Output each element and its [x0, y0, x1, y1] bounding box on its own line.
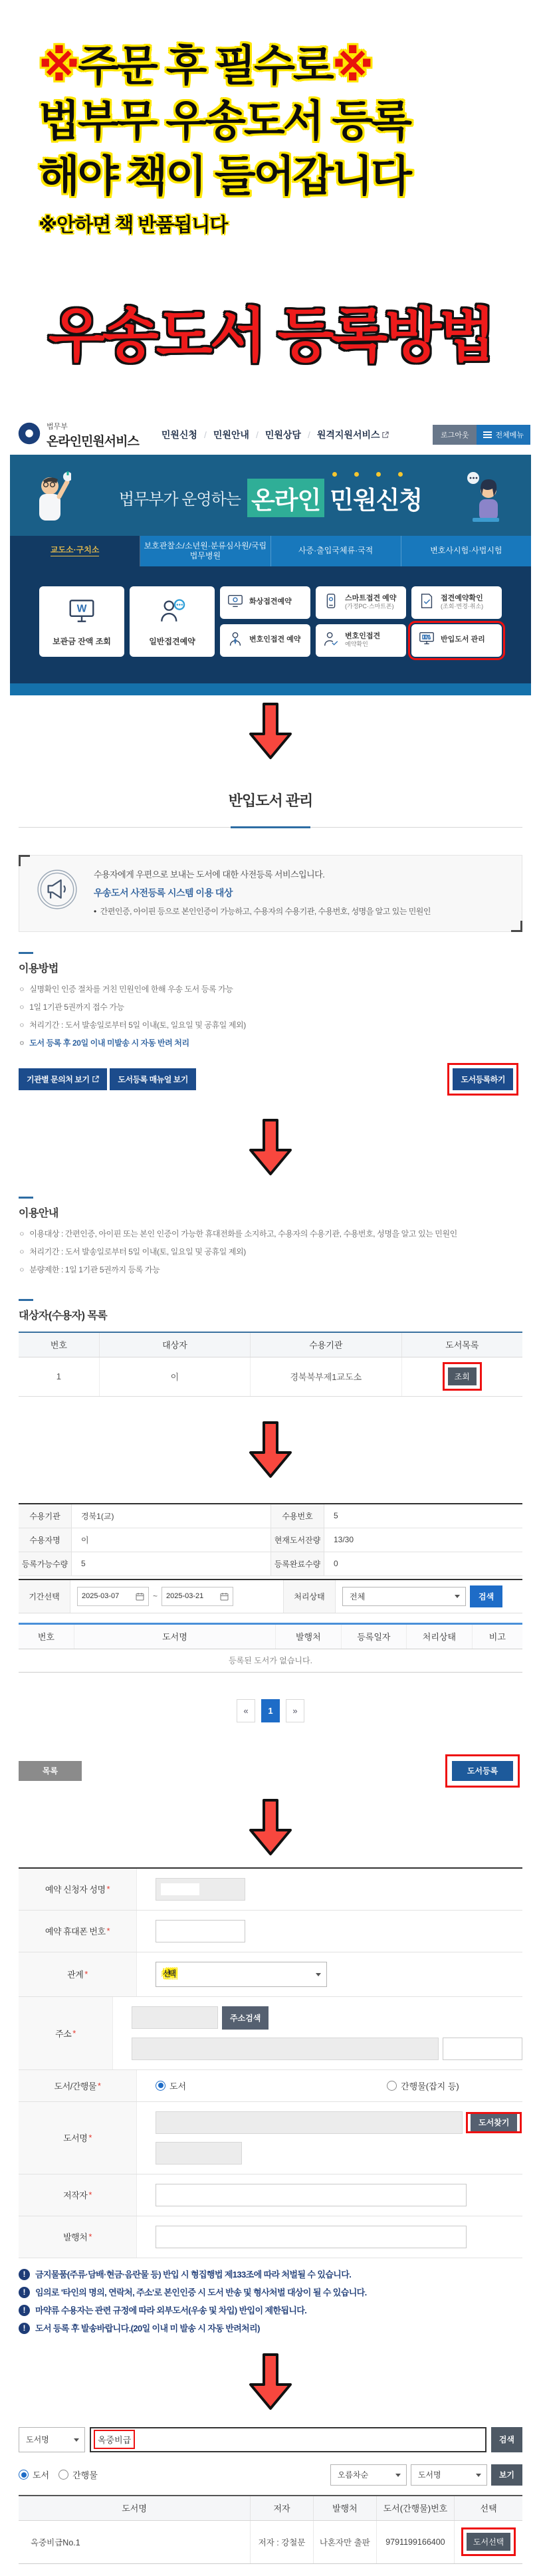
poster-banner: [0, 0, 541, 237]
card-video-visit[interactable]: 화상접견예약: [220, 586, 310, 619]
field-label: 예약 휴대폰 번호 *: [19, 1911, 137, 1952]
relation-select[interactable]: 선택: [156, 1962, 327, 1987]
col-reg-date: 등록일자: [341, 1623, 407, 1649]
pagination: [19, 1699, 522, 1722]
date-range-tilde: ~: [153, 1591, 158, 1601]
search-button[interactable]: 검색: [470, 1585, 502, 1607]
applicant-name-input[interactable]: [156, 1878, 245, 1901]
required-mark: *: [84, 1969, 88, 1980]
moj-emblem-icon: [17, 421, 41, 449]
address-input[interactable]: [132, 2038, 439, 2060]
target-list-section: [19, 1299, 522, 1397]
info-value: 이: [72, 1528, 271, 1552]
find-book-button[interactable]: 도서찾기: [471, 2112, 517, 2133]
down-arrow-icon: [247, 2353, 294, 2411]
cell-author: 저자 : 강철문: [251, 2520, 314, 2563]
info-label: 수용기관: [19, 1504, 72, 1528]
document-check-icon: [418, 592, 435, 613]
search-result-table: [19, 2495, 522, 2564]
logout-button[interactable]: 로그아웃: [433, 425, 477, 445]
down-arrow-icon: [247, 1118, 294, 1177]
site-header: [0, 417, 541, 455]
section-dash: [19, 1197, 33, 1199]
card-smart-visit[interactable]: 스마트접견 예약 (가정PC·스마트폰): [316, 586, 406, 619]
result-row: [19, 2520, 522, 2563]
nav-item-guide[interactable]: 민원안내: [213, 429, 249, 441]
info-label: 수용번호: [271, 1504, 324, 1528]
book-search-popup: [0, 2427, 541, 2576]
nav-separator: /: [203, 429, 207, 441]
popup-search-button[interactable]: 검색: [491, 2427, 522, 2452]
moj-logo[interactable]: [17, 421, 139, 449]
registered-books-table: [19, 1623, 522, 1673]
prev-page-button[interactable]: «: [237, 1699, 255, 1722]
required-mark: *: [106, 1926, 110, 1936]
form-row-book-title: [19, 2102, 522, 2174]
col-book-title: 도서명: [74, 1623, 275, 1649]
col-target: 대상자: [99, 1332, 250, 1357]
field-label: 예약 신청자 성명 *: [19, 1869, 137, 1910]
reference-mark: ※: [332, 42, 372, 90]
usage-item-highlight: ㅇ 도서 등록 후 20일 이내 미발송 시 자동 반려 처리: [19, 1037, 522, 1048]
reference-mark: ※: [39, 42, 78, 90]
page-title: 반입도서 관리: [228, 792, 313, 809]
inquiry-button[interactable]: 조회: [448, 1367, 477, 1385]
info-row: [19, 1528, 522, 1552]
poster-note: ※안하면 책 반품됩니다: [39, 214, 228, 236]
poster-line-1: ※주문 후 필수로※: [39, 42, 372, 90]
col-no: 번호: [19, 1332, 99, 1357]
col-status: 처리상태: [407, 1623, 473, 1649]
form-row-relation: [19, 1952, 522, 1997]
manual-button[interactable]: 도서등록 매뉴얼 보기: [110, 1068, 196, 1090]
calendar-icon: [136, 1592, 144, 1601]
radio-selected-icon: [19, 2470, 29, 2480]
required-mark: *: [97, 2080, 101, 2091]
form-warnings: [19, 2269, 522, 2334]
megaphone-icon: [37, 869, 78, 913]
col-no: 번호: [19, 1623, 74, 1649]
smartphone-icon: [322, 592, 340, 613]
nav-separator: /: [307, 429, 310, 441]
col-facility: 수용기관: [251, 1332, 401, 1357]
exclamation-icon: !: [19, 2269, 30, 2280]
required-mark: *: [72, 2028, 76, 2038]
radio-periodical[interactable]: 간행물(잡지 등): [387, 2079, 459, 2092]
form-row-address: [19, 1997, 522, 2070]
info-value: 13/30: [324, 1528, 523, 1552]
table-row: [19, 1357, 522, 1396]
tab-bar-exam[interactable]: 변호사시험·사법시험: [401, 536, 531, 566]
info-value: 경북1(교): [72, 1504, 271, 1528]
required-mark: *: [88, 2190, 92, 2200]
book-number-input[interactable]: [156, 2142, 242, 2165]
exclamation-icon: !: [19, 2323, 30, 2334]
radio-unselected-icon: [58, 2470, 68, 2480]
warning-item: ! 금지물품(주류·담배·현금·음란물 등) 반입 시 형집행법 제133조에 따라 처벌될 수 있습니다.: [19, 2269, 522, 2280]
form-row-author: [19, 2174, 522, 2216]
guide-heading: 이용안내: [19, 1207, 58, 1219]
book-registration-form: [19, 1867, 522, 2258]
date-from-input[interactable]: 2025-03-07: [77, 1587, 149, 1606]
footer-strip: [10, 683, 531, 695]
guide-item: ㅇ 처리기간 : 도서 발송일로부터 5일 이내(토, 일요일 및 공휴일 제외): [19, 1246, 522, 1257]
step-arrow-2: [0, 1118, 541, 1177]
warning-item: ! 마약류 수용자는 관련 규정에 따라 외부도서(우송 및 차입) 반입이 제한됩니다.: [19, 2305, 522, 2316]
status-select[interactable]: 전체: [342, 1587, 466, 1606]
notice-box: [19, 855, 522, 932]
card-lawyer-visit-confirm[interactable]: 변호인접견 예약확인: [316, 624, 406, 657]
usage-item: ㅇ 1일 1기관 5권까지 접수 가능: [19, 1001, 522, 1012]
monitor-books-icon: [418, 630, 435, 651]
col-publisher: 발행처: [313, 2496, 376, 2521]
cell-no: 1: [19, 1357, 99, 1396]
search-query-text: 옥중비급: [96, 2432, 132, 2446]
nav-item-remote-support[interactable]: 원격지원서비스: [317, 428, 389, 441]
form-row-phone: [19, 1911, 522, 1952]
col-publisher: 발행처: [276, 1623, 342, 1649]
exclamation-icon: !: [19, 2305, 30, 2316]
info-label: 등록가능수량: [19, 1552, 72, 1576]
nav-separator: /: [255, 429, 259, 441]
zipcode-input[interactable]: [132, 2006, 218, 2029]
sort-order-select[interactable]: 오름차순: [330, 2464, 407, 2486]
tab-visa-immigration[interactable]: 사증·출입국체류·국적: [271, 536, 401, 566]
decor-dots: [332, 472, 403, 477]
tab-correctional-facility[interactable]: 교도소·구치소: [10, 536, 140, 566]
info-row: [19, 1552, 522, 1576]
field-label: 주소 *: [19, 1997, 113, 2069]
col-book-number: 도서(간행물)번호: [376, 2496, 454, 2521]
global-nav: [162, 428, 389, 441]
field-label: 도서/간행물 *: [19, 2070, 137, 2101]
col-book-list: 도서목록: [401, 1332, 522, 1357]
calendar-icon: [220, 1592, 229, 1601]
radio-book[interactable]: 도서: [156, 2079, 186, 2092]
notice-title: 우송도서 사전등록 시스템 이용 대상: [94, 887, 233, 898]
target-table: [19, 1332, 522, 1397]
info-label: 수용자명: [19, 1528, 72, 1552]
field-label: 저작자 *: [19, 2174, 137, 2216]
field-label: 도서명 *: [19, 2102, 137, 2174]
page-1-button[interactable]: 1: [261, 1699, 280, 1722]
nav-item-application[interactable]: 민원신청: [161, 429, 197, 441]
warning-item: ! 도서 등록 후 발송바랍니다.(20일 이내 미 발송 시 자동 반려처리): [19, 2323, 522, 2334]
required-mark: *: [88, 2133, 92, 2143]
cell-book-number: 9791199166400: [376, 2520, 454, 2563]
card-lawyer-visit[interactable]: 변호인접견 예약: [220, 624, 310, 657]
illustration-man: [30, 469, 71, 530]
hero-title: 민원신청: [330, 480, 422, 516]
form-row-publisher: [19, 2216, 522, 2258]
step-arrow-4: [0, 1798, 541, 1857]
section-dash: [19, 1299, 33, 1301]
org-contact-button[interactable]: 기관별 문의처 보기: [19, 1068, 107, 1090]
section-dash: [19, 952, 33, 954]
address-detail-input[interactable]: [443, 2038, 522, 2060]
svg-text:W: W: [76, 603, 87, 615]
guide-item: ㅇ 이용대상 : 간편인증, 아이핀 또는 본인 인증이 가능한 휴대전화를 소지하고, 수용자의 수용기관, 수용번호, 성명을 알고 있는 민원인: [19, 1228, 522, 1239]
target-list-heading: 대상자(수용자) 목록: [19, 1310, 108, 1322]
select-book-button[interactable]: 도서선택: [467, 2533, 510, 2551]
notice-bullet: • 간편인증, 아이핀 등으로 본인인증이 가능하고, 수용자의 수용기관, 수용번호, 성명을 알고 있는 민원인: [94, 905, 508, 917]
illustration-woman: [465, 470, 511, 530]
card-deposit-balance[interactable]: W 보관금 잔액 조회: [39, 586, 124, 657]
col-author: 저자: [251, 2496, 314, 2521]
required-mark: *: [106, 1884, 110, 1895]
person-chat-icon: [158, 596, 187, 629]
cell-publisher: 나혼자만 출판: [313, 2520, 376, 2563]
sort-field-select[interactable]: 도서명: [411, 2464, 487, 2486]
period-filter-row: [19, 1579, 522, 1613]
external-link-icon: [382, 431, 389, 438]
author-input[interactable]: [156, 2184, 467, 2206]
guide-item: ㅇ 분량제한 : 1일 1기관 5권까지 등록 가능: [19, 1264, 522, 1275]
notice-line: 수용자에게 우편으로 보내는 도서에 대한 사전등록 서비스입니다.: [94, 869, 325, 879]
cell-book-title: 옥중비급No.1: [19, 2520, 251, 2563]
poster-title: 우송도서 등록방법: [48, 302, 493, 368]
radio-selected-icon: [156, 2081, 165, 2091]
title-divider: [19, 826, 522, 828]
info-value: 0: [324, 1552, 523, 1576]
logo-text: [47, 421, 139, 449]
popup-radio-book[interactable]: 도서: [19, 2468, 49, 2481]
card-book-management[interactable]: 반입도서 관리: [411, 624, 502, 657]
book-title-input[interactable]: [156, 2111, 463, 2134]
view-button[interactable]: 보기: [491, 2464, 522, 2486]
all-menu-button[interactable]: 전체메뉴: [477, 425, 530, 445]
date-to-input[interactable]: 2025-03-21: [162, 1587, 233, 1606]
hero-prefix: 법무부가 운영하는: [118, 491, 241, 509]
warning-item: ! 임의로 '타인의 명의, 연락처, 주소'로 본인인증 시 도서 반송 및 형사처벌 대상이 될 수 있습니다.: [19, 2287, 522, 2298]
logo-service: 온라인민원서비스: [47, 434, 139, 449]
card-general-visit[interactable]: 일반접견예약: [130, 586, 215, 657]
hamburger-icon: [483, 430, 492, 439]
field-label: 관계 *: [19, 1952, 137, 1996]
step-arrow-1: [0, 702, 541, 761]
next-page-button[interactable]: »: [286, 1699, 304, 1722]
nav-item-consult[interactable]: 민원상담: [265, 429, 301, 441]
poster-line-2: 법부무 우송도서 등록: [39, 97, 410, 146]
step-arrow-5: [0, 2353, 541, 2411]
video-visit-icon: [227, 592, 244, 613]
col-select: 선택: [455, 2496, 522, 2521]
logo-ministry: 법무부: [47, 422, 68, 431]
radio-unselected-icon: [387, 2081, 397, 2091]
status-label: 처리상태: [283, 1580, 336, 1613]
guide-section: [19, 1197, 522, 1275]
book-search-input[interactable]: [90, 2427, 487, 2452]
down-arrow-icon: [247, 702, 294, 761]
col-book-title: 도서명: [19, 2496, 251, 2521]
step-arrow-3: [0, 1421, 541, 1479]
poster-line-3: 해야 책이 들어갑니다: [39, 152, 410, 201]
card-visit-confirm[interactable]: 접견예약확인 (조회·변경·취소): [411, 586, 502, 619]
external-link-icon: [92, 1076, 99, 1082]
hero-banner: [10, 455, 531, 683]
inmate-info-table: [19, 1503, 522, 1576]
usage-item: ㅇ 실명확인 인증 절차를 거친 민원인에 한해 우송 도서 등록 가능: [19, 983, 522, 995]
cell-target: 이: [99, 1357, 250, 1396]
field-label: 발행처 *: [19, 2216, 137, 2258]
phone-input[interactable]: [156, 1920, 245, 1942]
usage-item: ㅇ 처리기간 : 도서 발송일로부터 5일 이내(토, 일요일 및 공휴일 제외): [19, 1019, 522, 1030]
exclamation-icon: !: [19, 2287, 30, 2298]
person-check-icon: [322, 630, 340, 651]
search-field-select[interactable]: 도서명: [19, 2427, 85, 2452]
form-row-name: [19, 1869, 522, 1911]
list-button[interactable]: 목록: [19, 1761, 82, 1781]
info-label: 등록완료수량: [271, 1552, 324, 1576]
usage-heading: 이용방법: [19, 963, 58, 975]
monitor-w-icon: [67, 596, 96, 629]
redaction-patch: [161, 1883, 199, 1895]
service-card-band: [10, 566, 531, 683]
hero-tabs: [10, 536, 531, 566]
hero-highlight: 온라인: [247, 479, 324, 517]
book-register-button[interactable]: 도서등록: [452, 1761, 513, 1781]
register-book-button[interactable]: 도서등록하기: [453, 1068, 513, 1090]
usage-section: [19, 952, 522, 1048]
period-label: 기간선택: [19, 1580, 70, 1613]
col-remark: 비고: [472, 1623, 522, 1649]
empty-message: 등록된 도서가 없습니다.: [19, 1649, 522, 1672]
tab-probation[interactable]: 보호관찰소/소년원·분류심사원/국립법무병원: [140, 536, 270, 566]
address-search-button[interactable]: 주소검색: [222, 2006, 269, 2030]
site-screenshot: [0, 417, 541, 695]
publisher-input[interactable]: [156, 2226, 467, 2248]
info-row: [19, 1504, 522, 1528]
down-arrow-icon: [247, 1421, 294, 1479]
lawyer-icon: [227, 630, 244, 651]
cell-facility: 경북북부제1교도소: [251, 1357, 401, 1396]
popup-radio-periodical[interactable]: 간행물: [58, 2468, 98, 2481]
info-label: 현재도서잔량: [271, 1528, 324, 1552]
info-value: 5: [72, 1552, 271, 1576]
required-mark: *: [88, 2232, 92, 2242]
down-arrow-icon: [247, 1798, 294, 1857]
form-row-type: [19, 2070, 522, 2102]
info-value: 5: [324, 1504, 523, 1528]
